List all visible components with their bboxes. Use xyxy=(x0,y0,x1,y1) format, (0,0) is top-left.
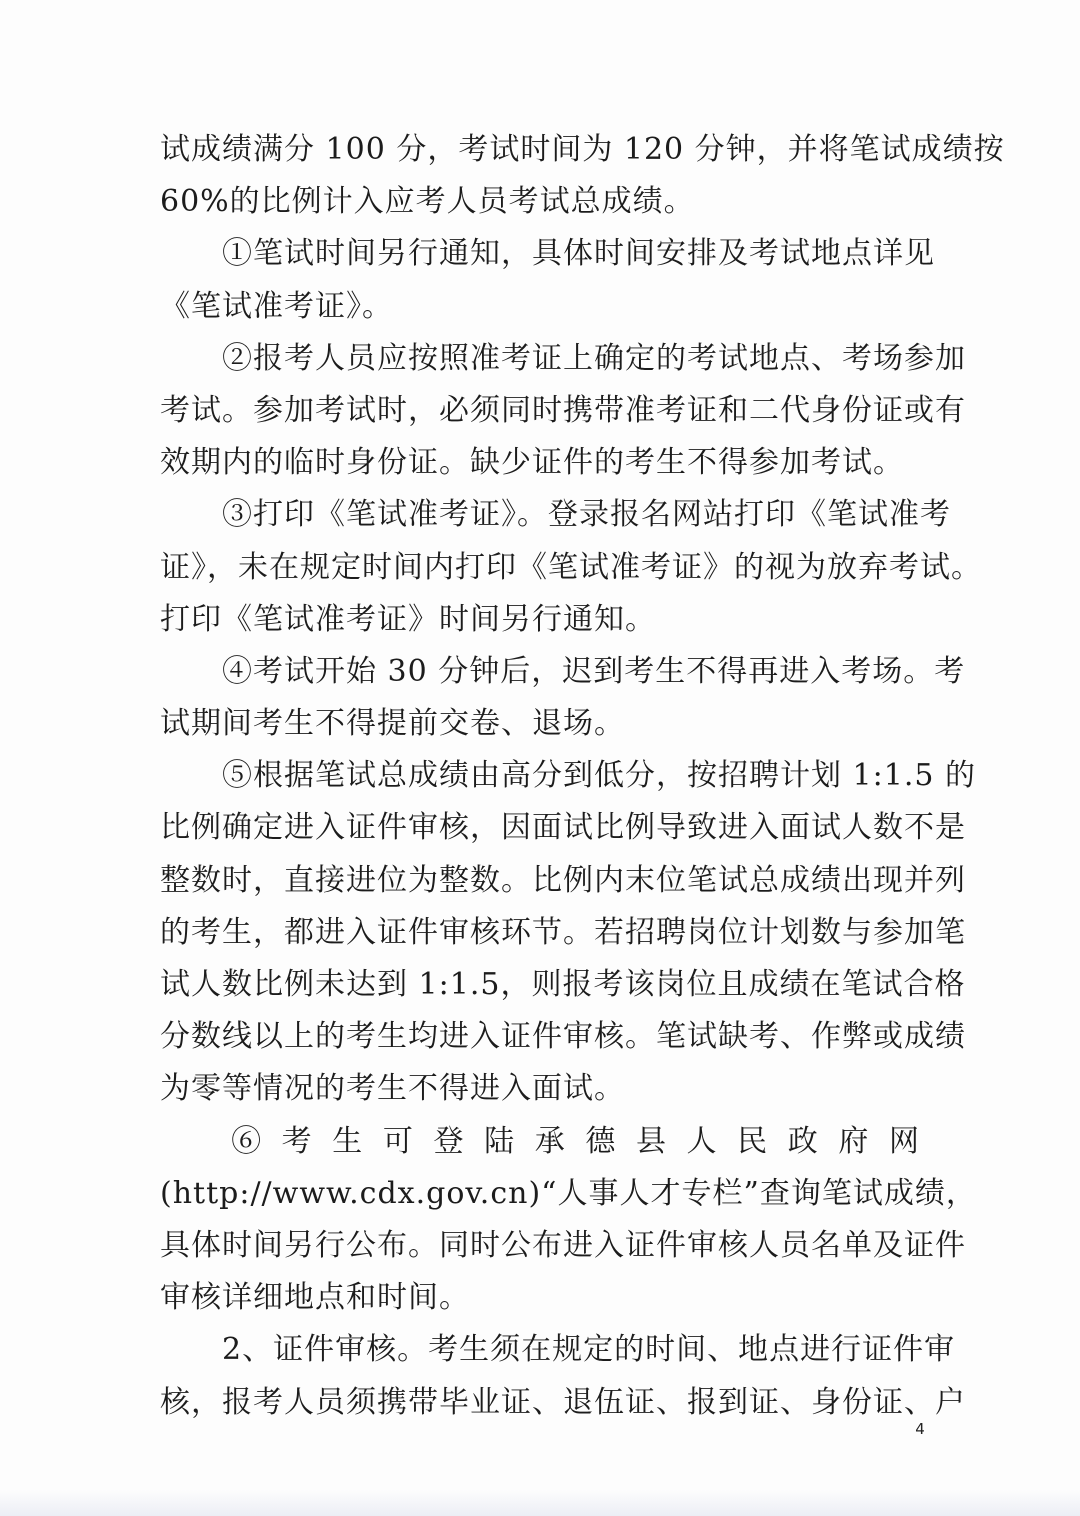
text-line: 试人数比例未达到 1:1.5，则报考该岗位且成绩在笔试合格 xyxy=(160,967,966,1002)
text-line: (http://www.cdx.gov.cn)“人事人才专栏”查询笔试成绩， xyxy=(160,1175,977,1211)
text-line: 2、证件审核。考生须在规定的时间、地点进行证件审 xyxy=(160,1332,956,1368)
text-line: 比例确定进入证件审核，因面试比例导致进入面试人数不是 xyxy=(160,810,966,846)
text-line: ⑥ 考 生 可 登 陆 承 德 县 人 民 政 府 网 xyxy=(160,1123,920,1159)
text-line: 试期间考生不得提前交卷、退场。 xyxy=(160,706,625,742)
text-line: 为零等情况的考生不得进入面试。 xyxy=(160,1071,625,1107)
text-line: 分数线以上的考生均进入证件审核。笔试缺考、作弊或成绩 xyxy=(160,1019,966,1055)
text-line: 打印《笔试准考证》时间另行通知。 xyxy=(160,601,656,637)
text-line: 具体时间另行公布。同时公布进入证件审核人员名单及证件 xyxy=(160,1227,966,1263)
text-line: 审核详细地点和时间。 xyxy=(160,1280,470,1316)
text-line: ①笔试时间另行通知，具体时间安排及考试地点详见 xyxy=(160,236,935,272)
document-body xyxy=(160,124,1005,1429)
text-line: 效期内的临时身份证。缺少证件的考生不得参加考试。 xyxy=(160,445,904,481)
text-line: 试成绩满分 100 分，考试时间为 120 分钟，并将笔试成绩按 xyxy=(160,132,1005,167)
text-line: ④考试开始 30 分钟后，迟到考生不得再进入考场。考 xyxy=(160,653,966,689)
text-line: ③打印《笔试准考证》。登录报名网站打印《笔试准考 xyxy=(160,497,951,533)
text-line: 证》，未在规定时间内打印《笔试准考证》的视为放弃考试。 xyxy=(160,549,982,585)
text-line: 《笔试准考证》。 xyxy=(160,288,393,324)
scan-shadow-edge xyxy=(0,1490,1080,1516)
text-line: 的考生，都进入证件审核环节。若招聘岗位计划数与参加笔 xyxy=(160,914,966,950)
text-line: ⑤根据笔试总成绩由高分到低分，按招聘计划 1:1.5 的 xyxy=(160,758,976,794)
text-line: 60%的比例计入应考人员考试总成绩。 xyxy=(160,184,695,220)
text-line: 核，报考人员须携带毕业证、退伍证、报到证、身份证、户 xyxy=(160,1384,966,1420)
text-line: 考试。参加考试时，必须同时携带准考证和二代身份证或有 xyxy=(160,392,966,428)
text-line: 整数时，直接进位为整数。比例内末位笔试总成绩出现并列 xyxy=(160,862,966,898)
text-line: ②报考人员应按照准考证上确定的考试地点、考场参加 xyxy=(160,340,966,376)
page-number: 4 xyxy=(915,1420,925,1438)
